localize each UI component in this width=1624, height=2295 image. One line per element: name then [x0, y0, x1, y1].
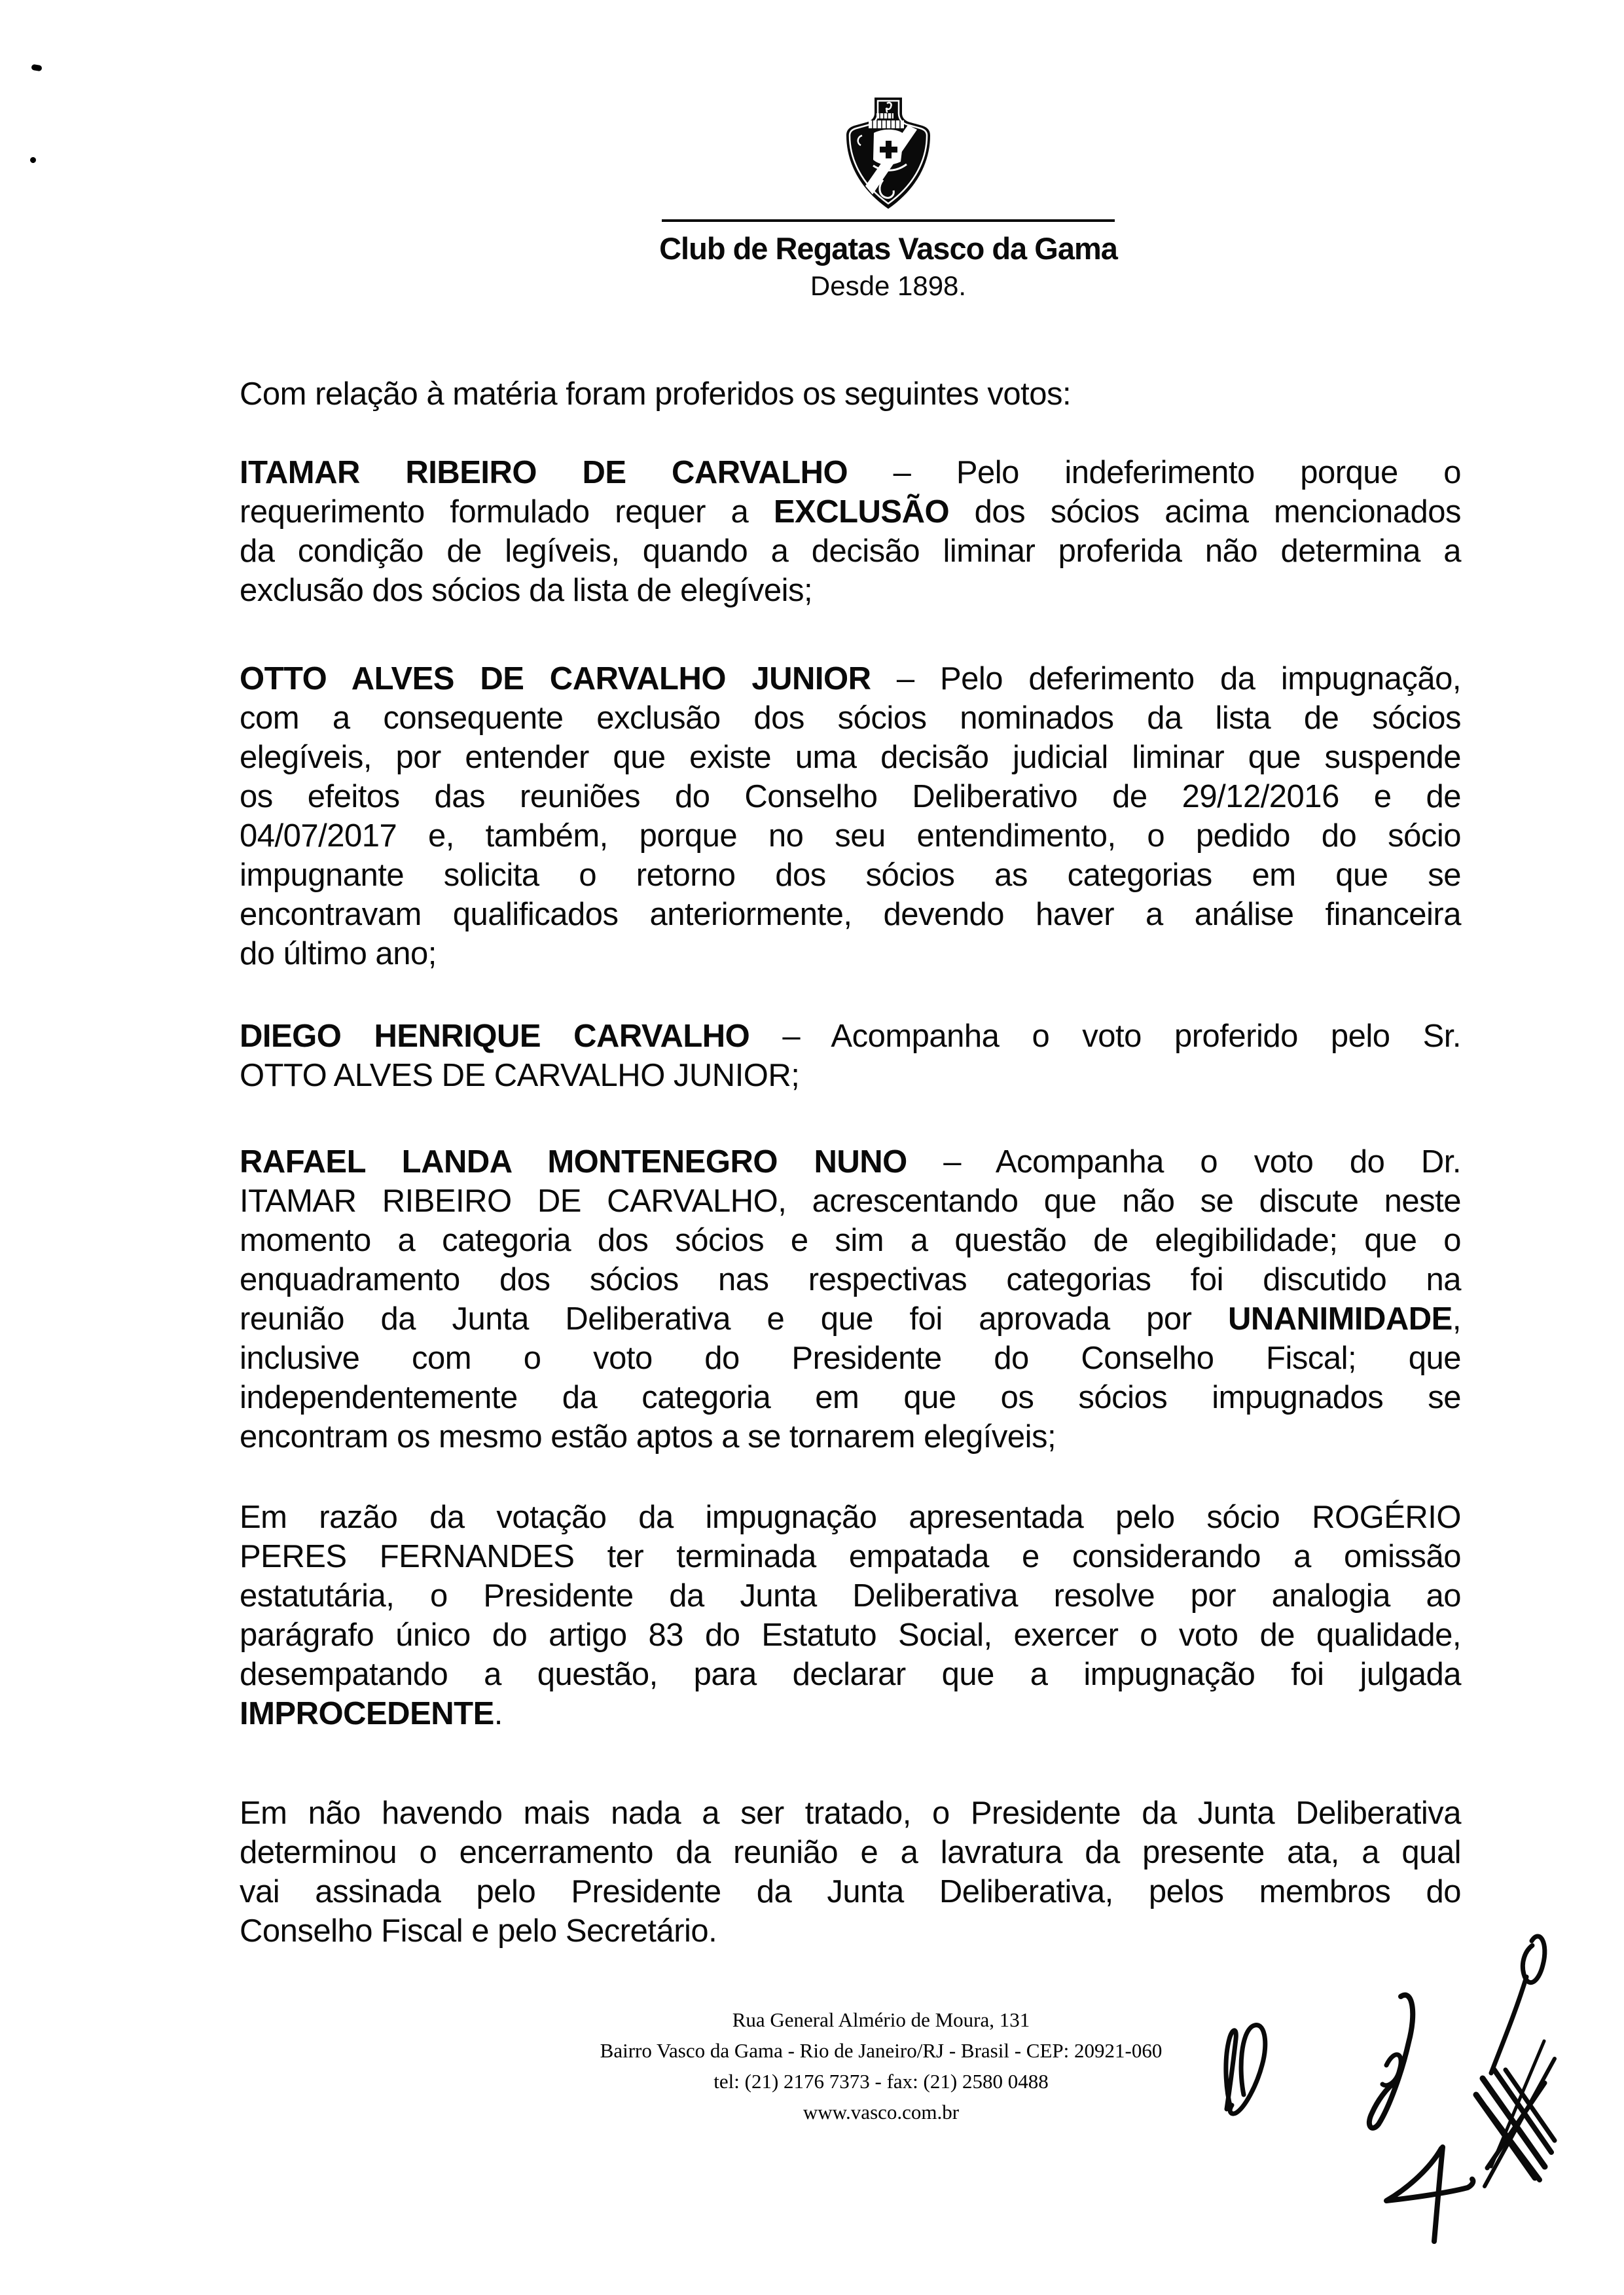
text-run: .	[494, 1696, 503, 1731]
letterhead	[659, 95, 1117, 302]
text-line	[240, 1794, 1461, 1833]
paragraph	[240, 1017, 1461, 1095]
text-line	[240, 1537, 1461, 1576]
text-line	[240, 532, 1461, 571]
text-run: estatutária, o Presidente da Junta Deliberativa resolve por analogia ao	[240, 1578, 1461, 1614]
text-line	[240, 492, 1461, 532]
handwritten-signatures	[1178, 1892, 1610, 2265]
footer-city-cep: Bairro Vasco da Gama - Rio de Janeiro/RJ - Brasil - CEP: 20921-060	[600, 2039, 1163, 2062]
signature-flourish	[1386, 2147, 1473, 2241]
text-run: com a consequente exclusão dos sócios nominados da lista de sócios	[240, 700, 1461, 736]
text-run: IMPROCEDENTE	[240, 1696, 494, 1731]
text-run: desempatando a questão, para declarar que a impugnação foi julgada	[240, 1657, 1461, 1692]
text-run: Conselho Fiscal e pelo Secretário.	[240, 1913, 717, 1949]
text-run: do último ano;	[240, 936, 437, 971]
text-run: – Acompanha o voto do Dr.	[907, 1144, 1462, 1180]
text-run: ITAMAR RIBEIRO DE CARVALHO	[240, 455, 848, 490]
text-line	[240, 571, 1461, 610]
text-line	[240, 698, 1461, 738]
club-name-title: Club de Regatas Vasco da Gama	[659, 231, 1117, 266]
text-run: independentemente da categoria em que os sócios impugnados se	[240, 1380, 1461, 1415]
text-run: ITAMAR RIBEIRO DE CARVALHO, acrescentando que não se discute neste	[240, 1184, 1461, 1219]
text-line	[240, 1655, 1461, 1694]
text-line	[240, 1260, 1461, 1299]
text-run: requerimento formulado requer a	[240, 494, 774, 530]
text-run: parágrafo único do artigo 83 do Estatuto Social, exercer o voto de qualidade,	[240, 1617, 1461, 1653]
text-line	[240, 1182, 1461, 1221]
text-line	[240, 1142, 1461, 1182]
text-run: vai assinada pelo Presidente da Junta Deliberativa, pelos membros do	[240, 1874, 1461, 1909]
text-line	[240, 1378, 1461, 1417]
club-tagline: Desde 1898.	[810, 270, 967, 302]
scan-artifact	[31, 64, 42, 72]
paragraph	[240, 659, 1461, 973]
footer-street: Rua General Almério de Moura, 131	[732, 2008, 1030, 2031]
text-run: inclusive com o voto do Presidente do Conselho Fiscal; que	[240, 1341, 1461, 1376]
text-line	[240, 1221, 1461, 1260]
text-line	[240, 374, 1461, 414]
paragraph	[240, 1142, 1461, 1456]
text-run: EXCLUSÃO	[773, 494, 950, 530]
paragraph	[240, 374, 1461, 414]
text-line	[240, 738, 1461, 777]
text-line	[240, 777, 1461, 816]
text-run: UNANIMIDADE	[1227, 1301, 1453, 1337]
paragraph	[240, 1498, 1461, 1733]
text-run: encontram os mesmo estão aptos a se tornarem elegíveis;	[240, 1419, 1056, 1455]
scan-artifact	[29, 156, 37, 164]
text-run: elegíveis, por entender que existe uma decisão judicial liminar que suspende	[240, 740, 1461, 775]
text-line	[240, 1694, 1461, 1733]
text-line	[240, 856, 1461, 895]
text-run: ,	[1452, 1301, 1461, 1337]
vasco-da-gama-crest-icon	[844, 95, 933, 211]
text-line	[240, 1299, 1461, 1339]
text-run: dos sócios acima mencionados	[949, 494, 1461, 530]
text-run: Em razão da votação da impugnação apresentada pelo sócio ROGÉRIO	[240, 1500, 1461, 1535]
footer-website: www.vasco.com.br	[803, 2101, 960, 2123]
text-line	[240, 453, 1461, 492]
text-run: da condição de legíveis, quando a decisão liminar proferida não determina a	[240, 533, 1461, 569]
text-line	[240, 1417, 1461, 1456]
text-run: impugnante solicita o retorno dos sócios as categorias em que se	[240, 858, 1461, 893]
text-run: PERES FERNANDES ter terminada empatada e considerando a omissão	[240, 1539, 1461, 1574]
text-line	[240, 1576, 1461, 1616]
text-run: OTTO ALVES DE CARVALHO JUNIOR	[240, 661, 871, 696]
paragraph	[240, 453, 1461, 610]
text-line	[240, 1339, 1461, 1378]
text-run: reunião da Junta Deliberativa e que foi aprovada por	[240, 1301, 1228, 1337]
text-run: enquadramento dos sócios nas respectivas categorias foi discutido na	[240, 1262, 1461, 1297]
text-run: – Acompanha o voto proferido pelo Sr.	[749, 1019, 1461, 1054]
text-run: os efeitos das reuniões do Conselho Deliberativo de 29/12/2016 e de	[240, 779, 1461, 814]
text-run: RAFAEL LANDA MONTENEGRO NUNO	[240, 1144, 907, 1180]
text-run: momento a categoria dos sócios e sim a questão de elegibilidade; que o	[240, 1223, 1461, 1258]
text-line	[240, 1498, 1461, 1537]
text-run: DIEGO HENRIQUE CARVALHO	[240, 1019, 750, 1054]
text-line	[240, 1056, 1461, 1095]
footer-address-block	[488, 2004, 1274, 2127]
text-line	[240, 895, 1461, 934]
text-line	[240, 659, 1461, 698]
text-run: – Pelo indeferimento porque o	[848, 455, 1461, 490]
text-line	[240, 816, 1461, 856]
letterhead-divider	[662, 219, 1115, 222]
text-line	[240, 1616, 1461, 1655]
text-run: determinou o encerramento da reunião e a lavratura da presente ata, a qual	[240, 1835, 1461, 1870]
text-run: 04/07/2017 e, também, porque no seu entendimento, o pedido do sócio	[240, 818, 1461, 854]
footer-phone-fax: tel: (21) 2176 7373 - fax: (21) 2580 0488	[713, 2070, 1049, 2093]
text-line	[240, 1833, 1461, 1872]
text-run: – Pelo deferimento da impugnação,	[871, 661, 1462, 696]
signature-scribble-right	[1476, 1936, 1555, 2186]
signature-scribble-middle	[1369, 1995, 1413, 2128]
text-run: exclusão dos sócios da lista de elegíveis;	[240, 573, 813, 608]
text-line	[240, 934, 1461, 973]
text-run: OTTO ALVES DE CARVALHO JUNIOR;	[240, 1058, 800, 1093]
text-run: Em não havendo mais nada a ser tratado, o Presidente da Junta Deliberativa	[240, 1796, 1461, 1831]
signature-scribble-left	[1226, 2025, 1265, 2114]
text-run: encontravam qualificados anteriormente, devendo haver a análise financeira	[240, 897, 1461, 932]
text-line	[240, 1017, 1461, 1056]
text-run: Com relação à matéria foram proferidos os seguintes votos:	[240, 376, 1072, 412]
